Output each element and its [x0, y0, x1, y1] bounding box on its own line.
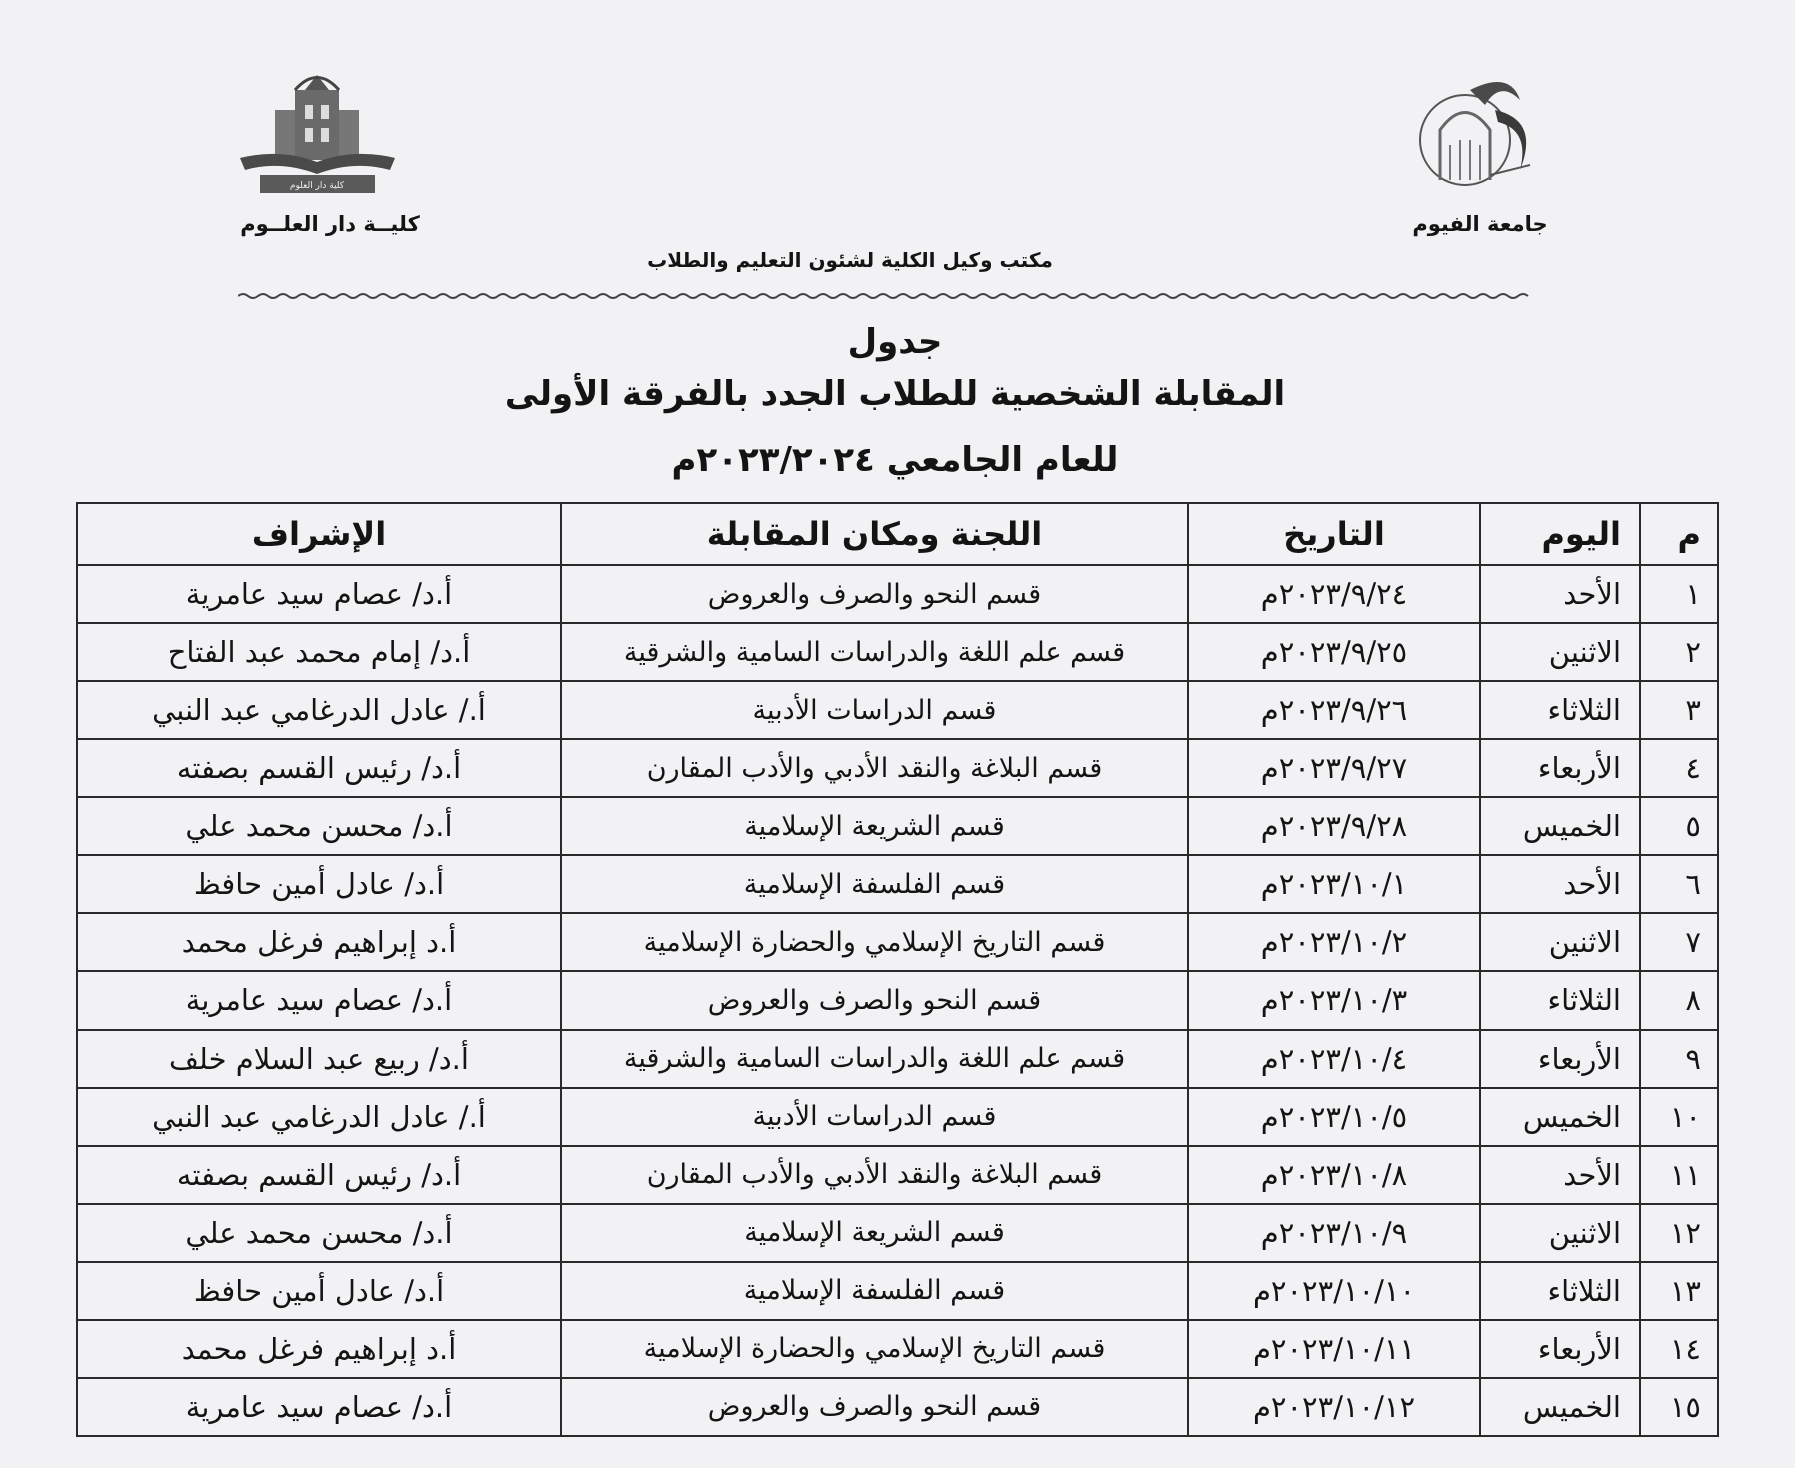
row-day: الثلاثاء: [1480, 1262, 1640, 1320]
row-number: ٥: [1640, 797, 1718, 855]
row-supervisor: أ.د إبراهيم فرغل محمد: [77, 913, 561, 971]
row-supervisor: أ.د/ محسن محمد علي: [77, 797, 561, 855]
row-date: ٢٠٢٣/٩/٢٦م: [1188, 681, 1480, 739]
row-number: ٢: [1640, 623, 1718, 681]
table-row: [77, 797, 1718, 855]
header-committee: اللجنة ومكان المقابلة: [561, 503, 1188, 565]
table-row: [77, 1320, 1718, 1378]
table-row: [77, 623, 1718, 681]
row-committee: قسم الشريعة الإسلامية: [561, 797, 1188, 855]
row-committee: قسم التاريخ الإسلامي والحضارة الإسلامية: [561, 1320, 1188, 1378]
row-day: الخميس: [1480, 1088, 1640, 1146]
row-number: ١٢: [1640, 1204, 1718, 1262]
header-num: م: [1640, 503, 1718, 565]
row-day: الأربعاء: [1480, 739, 1640, 797]
row-committee: قسم الدراسات الأدبية: [561, 1088, 1188, 1146]
row-number: ٨: [1640, 971, 1718, 1029]
row-day: الثلاثاء: [1480, 681, 1640, 739]
row-supervisor: أ.د/ ربيع عبد السلام خلف: [77, 1030, 561, 1088]
table-row: [77, 1262, 1718, 1320]
table-row: [77, 1030, 1718, 1088]
row-day: الأربعاء: [1480, 1320, 1640, 1378]
table-row: [77, 855, 1718, 913]
table-row: [77, 1204, 1718, 1262]
row-committee: قسم علم اللغة والدراسات السامية والشرقية: [561, 623, 1188, 681]
row-committee: قسم الدراسات الأدبية: [561, 681, 1188, 739]
row-committee: قسم النحو والصرف والعروض: [561, 971, 1188, 1029]
row-number: ١٤: [1640, 1320, 1718, 1378]
row-committee: قسم التاريخ الإسلامي والحضارة الإسلامية: [561, 913, 1188, 971]
row-number: ١٠: [1640, 1088, 1718, 1146]
table-row: [77, 1088, 1718, 1146]
row-date: ٢٠٢٣/١٠/٩م: [1188, 1204, 1480, 1262]
row-day: الأحد: [1480, 565, 1640, 623]
row-committee: قسم علم اللغة والدراسات السامية والشرقية: [561, 1030, 1188, 1088]
row-supervisor: أ.د إبراهيم فرغل محمد: [77, 1320, 561, 1378]
row-supervisor: أ.د/ عصام سيد عامرية: [77, 971, 561, 1029]
row-supervisor: أ.د/ محسن محمد علي: [77, 1204, 561, 1262]
row-date: ٢٠٢٣/٩/٢٤م: [1188, 565, 1480, 623]
row-day: الأحد: [1480, 855, 1640, 913]
row-committee: قسم النحو والصرف والعروض: [561, 565, 1188, 623]
row-date: ٢٠٢٣/١٠/١٢م: [1188, 1378, 1480, 1436]
row-day: الأربعاء: [1480, 1030, 1640, 1088]
row-date: ٢٠٢٣/١٠/٣م: [1188, 971, 1480, 1029]
row-date: ٢٠٢٣/١٠/٤م: [1188, 1030, 1480, 1088]
table-row: [77, 971, 1718, 1029]
row-day: الثلاثاء: [1480, 971, 1640, 1029]
row-supervisor: أ.د/ إمام محمد عبد الفتاح: [77, 623, 561, 681]
svg-text:كلية دار العلوم: كلية دار العلوم: [289, 181, 345, 191]
row-supervisor: أ.د/ عادل أمين حافظ: [77, 1262, 561, 1320]
faculty-name: كليــة دار العلــوم: [240, 212, 420, 236]
header-date: التاريخ: [1188, 503, 1480, 565]
title-line-1: جدول: [847, 322, 943, 362]
row-supervisor: أ.د/ رئيس القسم بصفته: [77, 739, 561, 797]
row-date: ٢٠٢٣/١٠/٨م: [1188, 1146, 1480, 1204]
row-supervisor: أ.د/ عصام سيد عامرية: [77, 565, 561, 623]
row-number: ٤: [1640, 739, 1718, 797]
row-committee: قسم البلاغة والنقد الأدبي والأدب المقارن: [561, 1146, 1188, 1204]
header-divider: [238, 290, 1533, 302]
table-row: [77, 1146, 1718, 1204]
row-number: ٣: [1640, 681, 1718, 739]
row-number: ١٥: [1640, 1378, 1718, 1436]
university-name: جامعة الفيوم: [1412, 212, 1548, 236]
table-row: [77, 565, 1718, 623]
table-header-row: [77, 503, 1718, 565]
row-day: الاثنين: [1480, 1204, 1640, 1262]
row-number: ٦: [1640, 855, 1718, 913]
row-committee: قسم الفلسفة الإسلامية: [561, 1262, 1188, 1320]
header-day: اليوم: [1480, 503, 1640, 565]
row-supervisor: أ.د/ رئيس القسم بصفته: [77, 1146, 561, 1204]
office-name: مكتب وكيل الكلية لشئون التعليم والطلاب: [647, 248, 1053, 272]
title-line-3: للعام الجامعي ٢٠٢٣/٢٠٢٤م: [671, 440, 1119, 480]
row-day: الاثنين: [1480, 913, 1640, 971]
row-committee: قسم النحو والصرف والعروض: [561, 1378, 1188, 1436]
row-committee: قسم الشريعة الإسلامية: [561, 1204, 1188, 1262]
row-day: الخميس: [1480, 797, 1640, 855]
row-date: ٢٠٢٣/٩/٢٨م: [1188, 797, 1480, 855]
faculty-logo-icon: [235, 70, 400, 200]
row-date: ٢٠٢٣/٩/٢٧م: [1188, 739, 1480, 797]
interview-schedule-table: [76, 502, 1719, 1437]
university-logo-icon: [1400, 60, 1550, 210]
header-supervision: الإشراف: [77, 503, 561, 565]
row-number: ١١: [1640, 1146, 1718, 1204]
row-committee: قسم الفلسفة الإسلامية: [561, 855, 1188, 913]
row-supervisor: أ.د/ عصام سيد عامرية: [77, 1378, 561, 1436]
row-date: ٢٠٢٣/١٠/١م: [1188, 855, 1480, 913]
table-row: [77, 1378, 1718, 1436]
row-supervisor: أ.د/ عادل أمين حافظ: [77, 855, 561, 913]
row-day: الخميس: [1480, 1378, 1640, 1436]
row-date: ٢٠٢٣/١٠/١٠م: [1188, 1262, 1480, 1320]
row-number: ١٣: [1640, 1262, 1718, 1320]
title-line-2: المقابلة الشخصية للطلاب الجدد بالفرقة الأولى: [504, 374, 1286, 414]
table-row: [77, 739, 1718, 797]
row-day: الأحد: [1480, 1146, 1640, 1204]
row-date: ٢٠٢٣/١٠/٢م: [1188, 913, 1480, 971]
row-number: ٧: [1640, 913, 1718, 971]
row-supervisor: أ./ عادل الدرغامي عبد النبي: [77, 1088, 561, 1146]
row-number: ٩: [1640, 1030, 1718, 1088]
row-supervisor: أ./ عادل الدرغامي عبد النبي: [77, 681, 561, 739]
table-row: [77, 913, 1718, 971]
row-date: ٢٠٢٣/١٠/٥م: [1188, 1088, 1480, 1146]
row-committee: قسم البلاغة والنقد الأدبي والأدب المقارن: [561, 739, 1188, 797]
row-date: ٢٠٢٣/١٠/١١م: [1188, 1320, 1480, 1378]
row-day: الاثنين: [1480, 623, 1640, 681]
table-row: [77, 681, 1718, 739]
row-date: ٢٠٢٣/٩/٢٥م: [1188, 623, 1480, 681]
row-number: ١: [1640, 565, 1718, 623]
